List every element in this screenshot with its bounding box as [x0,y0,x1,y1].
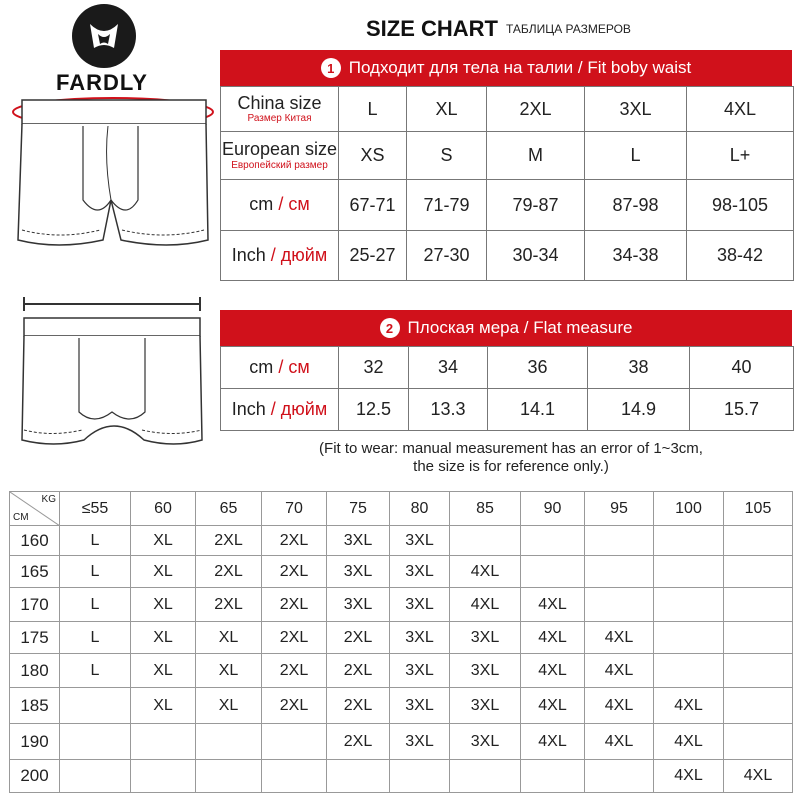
table-cell: L [60,526,131,556]
table-cell: 2XL [196,588,262,622]
table-cell [521,556,585,588]
table-cell: 3XL [450,622,521,654]
table-cell [521,760,585,793]
table-cell: XL [131,556,196,588]
table-cell [585,760,654,793]
table-cell: 34 [409,347,488,389]
table-cell [390,760,450,793]
table-cell: 3XL [450,724,521,760]
table-cell: L [60,588,131,622]
section2-number: 2 [380,318,400,338]
table-cell: 4XL [521,724,585,760]
table-cell: XL [407,87,487,132]
table-cell [585,526,654,556]
table-cell: 40 [690,347,794,389]
table-cell: 3XL [390,724,450,760]
row-label-cm: cm / см [221,180,339,231]
table-cell: L [60,622,131,654]
table-row [221,389,794,431]
table-cell: 4XL [687,87,794,132]
brand-name: FARDLY [56,70,148,95]
table-row [221,132,794,180]
table-cell: 4XL [521,688,585,724]
table-cell: 27-30 [407,231,487,281]
section1-header [220,50,792,86]
table-row [10,556,793,588]
measurement-note [276,440,746,476]
weight-header: 105 [724,492,793,526]
table-cell: 3XL [390,588,450,622]
table-cell: XL [196,654,262,688]
weight-header: ≤55 [60,492,131,526]
table-cell: 2XL [262,688,327,724]
table-cell: 14.1 [488,389,588,431]
table-cell: 4XL [521,588,585,622]
table-cell: S [407,132,487,180]
height-header: 190 [10,724,60,760]
table-cell: XL [131,622,196,654]
table-cell: 2XL [262,654,327,688]
table-cell: 2XL [327,688,390,724]
table-cell: 3XL [390,622,450,654]
table-cell: 2XL [262,588,327,622]
table-cell: 3XL [390,526,450,556]
table-cell: XL [196,688,262,724]
weight-header: 100 [654,492,724,526]
height-header: 165 [10,556,60,588]
height-header: 175 [10,622,60,654]
weight-header: 95 [585,492,654,526]
table-cell [196,724,262,760]
table-cell: 71-79 [407,180,487,231]
table-cell [131,724,196,760]
weight-header: 75 [327,492,390,526]
table-cell: 4XL [585,688,654,724]
table-cell [60,688,131,724]
table-cell: L [585,132,687,180]
row-label-european-size: European size Европейский размер [221,132,339,180]
height-header: 200 [10,760,60,793]
table-cell [262,760,327,793]
table-row [10,622,793,654]
section2-header [220,310,792,346]
note-line2: the size is for reference only.) [413,458,609,475]
table-cell: L [339,87,407,132]
table-cell: 2XL [487,87,585,132]
table-row [10,760,793,793]
weight-header: 65 [196,492,262,526]
table-cell: 3XL [390,688,450,724]
table-cell [724,654,793,688]
table-cell: XL [131,526,196,556]
table-cell: XL [196,622,262,654]
weight-header: 80 [390,492,450,526]
table-cell: 2XL [262,622,327,654]
table-cell [196,760,262,793]
table-row [10,688,793,724]
page-title: SIZE CHART [366,16,498,41]
table-cell: 2XL [327,622,390,654]
table-cell: 3XL [390,654,450,688]
row-label-cm: cm / см [221,347,339,389]
table-cell: 87-98 [585,180,687,231]
corner-kg: KG [41,494,56,505]
table-cell: 67-71 [339,180,407,231]
corner-cm: CM [13,512,29,523]
weight-header: 90 [521,492,585,526]
note-line1: (Fit to wear: manual measurement has an error of 1~3cm, [319,440,703,457]
table-cell: 38-42 [687,231,794,281]
table-cell: 3XL [450,688,521,724]
table-cell [724,724,793,760]
table-cell: 4XL [654,688,724,724]
table-cell: 3XL [327,588,390,622]
table-row [10,724,793,760]
table-cell: 2XL [196,526,262,556]
table-cell: 2XL [262,556,327,588]
table-cell: 30-34 [487,231,585,281]
table-cell: 2XL [196,556,262,588]
table-cell: 4XL [521,654,585,688]
weight-table-body [10,526,793,793]
boxer-flat-illustration-icon [14,292,214,452]
flat-measure-table [220,346,794,431]
table-cell: L [60,556,131,588]
table-cell: 79-87 [487,180,585,231]
table-cell: 3XL [327,526,390,556]
table-cell: 4XL [585,622,654,654]
table-row [221,347,794,389]
table-cell: 25-27 [339,231,407,281]
weight-header-row [10,492,793,526]
table-cell [585,588,654,622]
table-row [10,654,793,688]
table-cell: XS [339,132,407,180]
table-cell [585,556,654,588]
table-cell [521,526,585,556]
table-cell [60,724,131,760]
table-cell [262,724,327,760]
table-cell: 38 [588,347,690,389]
section2-heading: Плоская мера / Flat measure [407,318,633,337]
page-title-ru: ТАБЛИЦА РАЗМЕРОВ [506,22,631,36]
table-cell [450,760,521,793]
table-row [10,588,793,622]
table-cell: 34-38 [585,231,687,281]
table-cell: 4XL [654,760,724,793]
section1-heading: Подходит для тела на талии / Fit boby waist [348,58,692,77]
table-cell: 4XL [450,588,521,622]
boxer-waist-illustration-icon [8,90,218,270]
table-cell: 13.3 [409,389,488,431]
height-header: 180 [10,654,60,688]
table-cell: 3XL [327,556,390,588]
table-cell [724,556,793,588]
table-cell [450,526,521,556]
corner-cell [10,492,60,526]
table-cell: XL [131,688,196,724]
height-header: 185 [10,688,60,724]
table-cell: 4XL [450,556,521,588]
table-cell: 32 [339,347,409,389]
table-cell [654,654,724,688]
table-cell [724,688,793,724]
table-row [221,231,794,281]
table-cell [724,526,793,556]
table-cell: 4XL [585,654,654,688]
table-row [10,526,793,556]
table-cell: 36 [488,347,588,389]
waist-size-table [220,86,794,281]
table-cell: 15.7 [690,389,794,431]
brand-logo-icon [72,4,136,68]
table-cell: 2XL [327,724,390,760]
height-header: 170 [10,588,60,622]
table-cell: 98-105 [687,180,794,231]
table-cell: 3XL [450,654,521,688]
table-cell: 3XL [585,87,687,132]
table-cell: 3XL [390,556,450,588]
table-cell: XL [131,588,196,622]
table-cell [327,760,390,793]
table-cell [654,622,724,654]
table-cell: 2XL [327,654,390,688]
table-cell [60,760,131,793]
table-cell: XL [131,654,196,688]
row-label-inch: Inch / дюйм [221,389,339,431]
table-cell [654,526,724,556]
table-row [221,180,794,231]
table-cell: 2XL [262,526,327,556]
table-cell: L+ [687,132,794,180]
table-cell: 12.5 [339,389,409,431]
table-cell [724,622,793,654]
table-cell: 4XL [585,724,654,760]
section1-number: 1 [321,58,341,78]
table-row [221,87,794,132]
height-weight-table [9,491,793,793]
row-label-china-size: China size Размер Китая [221,87,339,132]
table-cell: L [60,654,131,688]
table-cell [654,556,724,588]
height-header: 160 [10,526,60,556]
table-cell: 4XL [724,760,793,793]
weight-header: 85 [450,492,521,526]
weight-header: 60 [131,492,196,526]
table-cell [654,588,724,622]
table-cell [724,588,793,622]
weight-header: 70 [262,492,327,526]
table-cell: M [487,132,585,180]
table-cell [131,760,196,793]
row-label-inch: Inch / дюйм [221,231,339,281]
table-cell: 4XL [654,724,724,760]
table-cell: 14.9 [588,389,690,431]
table-cell: 4XL [521,622,585,654]
